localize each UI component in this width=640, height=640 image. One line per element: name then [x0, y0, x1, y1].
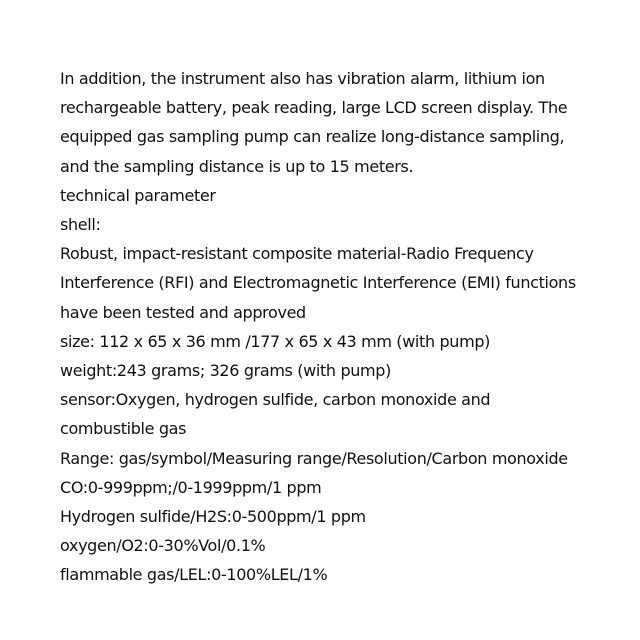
text-line: equipped gas sampling pump can realize long-distance sampling,	[60, 127, 565, 147]
text-line-weight: weight:243 grams; 326 grams (with pump)	[60, 361, 391, 381]
document-body	[60, 64, 630, 590]
text-line-range: Range: gas/symbol/Measuring range/Resolution/Carbon monoxide	[60, 448, 568, 468]
text-line: Interference (RFI) and Electromagnetic Interference (EMI) functions	[60, 273, 576, 293]
text-line: In addition, the instrument also has vibration alarm, lithium ion	[60, 69, 545, 88]
text-line: combustible gas	[60, 419, 187, 439]
text-line: rechargeable battery, peak reading, large LCD screen display. The	[60, 98, 568, 118]
text-line-o2-range: oxygen/O2:0-30%Vol/0.1%	[60, 536, 266, 556]
text-line: and the sampling distance is up to 15 meters.	[60, 156, 414, 176]
text-line-co-range: CO:0-999ppm;/0-1999ppm/1 ppm	[60, 477, 322, 497]
text-line-h2s-range: Hydrogen sulfide/H2S:0-500ppm/1 ppm	[60, 507, 366, 527]
section-heading-technical-parameter: technical parameter	[60, 185, 216, 205]
text-line-lel-range: flammable gas/LEL:0-100%LEL/1%	[60, 565, 328, 585]
text-line: Robust, impact-resistant composite material-Radio Frequency	[60, 244, 534, 264]
text-line-sensor: sensor:Oxygen, hydrogen sulfide, carbon monoxide and	[60, 390, 491, 410]
text-line-size: size: 112 x 65 x 36 mm /177 x 65 x 43 mm (with pump)	[60, 331, 491, 351]
text-line: have been tested and approved	[60, 302, 306, 322]
text-line-shell-label: shell:	[60, 215, 101, 235]
